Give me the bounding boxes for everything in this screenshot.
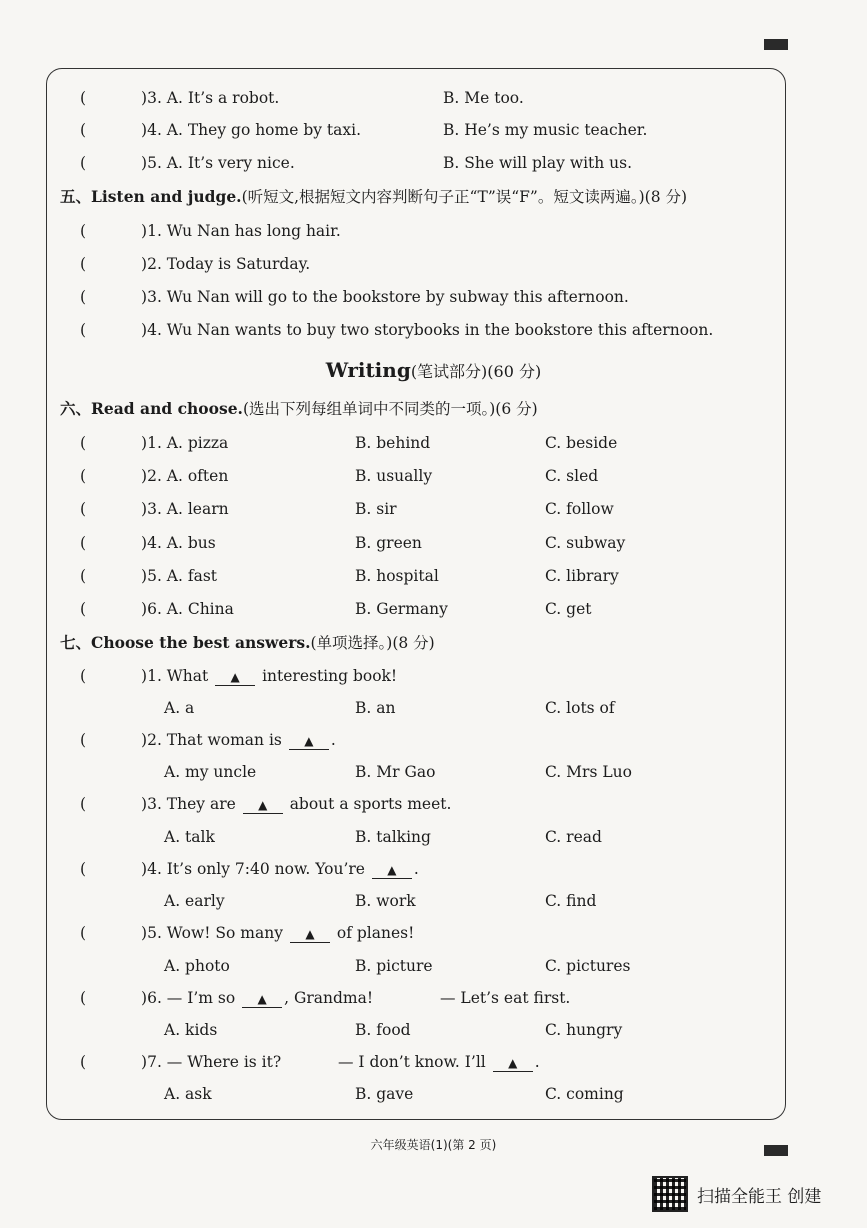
qr-code-icon	[652, 1176, 688, 1212]
section-6-heading: 六、Read and choose.(选出下列每组单词中不同类的一项。)(6 分)	[60, 399, 538, 418]
answer-bracket[interactable]: (	[80, 795, 87, 813]
answer-bracket[interactable]: (	[80, 860, 87, 878]
answer-bracket[interactable]: (	[80, 600, 87, 618]
answer-blank[interactable]: ▲	[243, 797, 283, 814]
corner-mark-top	[764, 39, 788, 50]
page-footer: 六年级英语(1)(第 2 页)	[370, 1138, 497, 1152]
answer-bracket[interactable]: (	[80, 989, 87, 1007]
answer-blank[interactable]: ▲	[289, 733, 329, 750]
answer-blank[interactable]: ▲	[493, 1055, 533, 1072]
answer-bracket[interactable]: (	[80, 500, 87, 518]
answer-bracket[interactable]: (	[80, 154, 87, 172]
answer-bracket[interactable]: (	[80, 924, 87, 942]
answer-bracket[interactable]: (	[80, 667, 87, 685]
answer-bracket[interactable]: (	[80, 1053, 87, 1071]
section-7-heading: 七、Choose the best answers.(单项选择。)(8 分)	[60, 633, 435, 652]
answer-bracket[interactable]: (	[80, 731, 87, 749]
answer-bracket[interactable]: (	[80, 288, 87, 306]
answer-bracket[interactable]: (	[80, 434, 87, 452]
answer-blank[interactable]: ▲	[215, 669, 255, 686]
answer-bracket[interactable]: (	[80, 121, 87, 139]
answer-bracket[interactable]: (	[80, 467, 87, 485]
answer-blank[interactable]: ▲	[242, 991, 282, 1008]
answer-bracket[interactable]: (	[80, 89, 87, 107]
answer-bracket[interactable]: (	[80, 534, 87, 552]
writing-section-title: Writing(笔试部分)(60 分)	[325, 358, 542, 382]
answer-bracket[interactable]: (	[80, 567, 87, 585]
answer-bracket[interactable]: (	[80, 222, 87, 240]
scanner-watermark: 扫描全能王 创建	[697, 1187, 822, 1207]
answer-bracket[interactable]: (	[80, 321, 87, 339]
answer-blank[interactable]: ▲	[372, 862, 412, 879]
answer-blank[interactable]: ▲	[290, 926, 330, 943]
answer-bracket[interactable]: (	[80, 255, 87, 273]
section-5-heading: 五、Listen and judge.(听短文,根据短文内容判断句子正“T”误“F”。短文读两遍。)(8 分)	[60, 187, 688, 206]
